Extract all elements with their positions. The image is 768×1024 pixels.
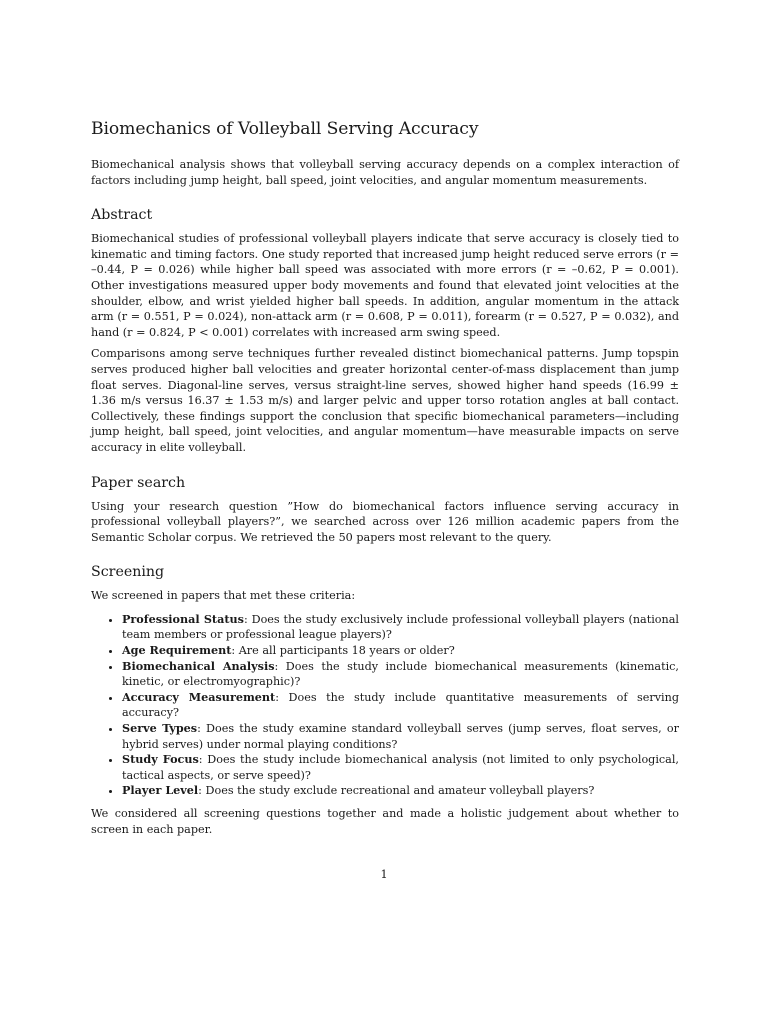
criterion-term: Player Level [122, 783, 199, 798]
criterion-item [122, 783, 679, 799]
abstract-paragraph-1: Biomechanical studies of professional volleyball players indicate that serve accuracy is closely tied to kinematic and timing factors. One study reported that increased jump height reduced serve errors (r = –0.44, P = 0.026) while higher ball speed was associated with more errors (r = –0.62, P = 0.001). Other investigations measured upper body movements and found that elevated joint velocities at the shoulder, elbow, and wrist yielded higher ball speeds. In addition, angular momentum in the attack arm (r = 0.551, P = 0.024), non-attack arm (r = 0.608, P = 0.011), forearm (r = 0.527, P = 0.032), and hand (r = 0.824, P < 0.001) correlates with increased arm swing speed. [91, 232, 679, 339]
paper-title: Biomechanics of Volleyball Serving Accuracy [91, 119, 479, 139]
criterion-item [122, 752, 679, 783]
criterion-item [122, 612, 679, 643]
page-number: 1 [380, 868, 388, 881]
criterion-item [122, 721, 679, 752]
screening-criteria-list [91, 612, 679, 799]
criterion-term: Serve Types [122, 721, 198, 736]
screening-conclusion: We considered all screening questions together and made a holistic judgement about whether to screen in each paper. [91, 807, 679, 836]
criterion-term: Study Focus [122, 752, 199, 767]
criterion-item [122, 643, 679, 659]
criterion-term: Professional Status [122, 611, 244, 626]
criterion-text: : Does the study exclude recreational and amateur volleyball players? [198, 784, 595, 798]
criterion-term: Biomechanical Analysis [122, 658, 275, 673]
criterion-term: Age Requirement [122, 643, 232, 658]
intro-paragraph: Biomechanical analysis shows that volleyball serving accuracy depends on a complex interaction of factors including jump height, ball speed, joint velocities, and angular momentum measurements. [91, 158, 679, 187]
screening-intro: We screened in papers that met these criteria: [91, 589, 356, 603]
criterion-term: Accuracy Measurement [122, 689, 276, 704]
screening-heading: Screening [91, 564, 165, 581]
abstract-heading: Abstract [91, 207, 153, 224]
criterion-text: : Does the study include biomechanical measurements (kinematic, kinetic, or electromyographic)? [122, 659, 679, 689]
criterion-text: : Does the study examine standard volleyball serves (jump serves, float serves, or hybrid serves) under normal playing conditions? [122, 722, 679, 751]
criterion-text: : Are all participants 18 years or older? [231, 644, 455, 658]
paper-search-heading: Paper search [91, 474, 186, 491]
criterion-text: : Does the study include biomechanical analysis (not limited to only psychological, tactical aspects, or serve speed)? [122, 753, 679, 782]
abstract-paragraph-2: Comparisons among serve techniques further revealed distinct biomechanical patterns. Jump topspin serves produced higher ball velocities and greater horizontal center-of-mass displacement than jump float serves. Diagonal-line serves, versus straight-line serves, showed higher hand speeds (16.99 ± 1.36 m/s versus 16.37 ± 1.53 m/s) and larger pelvic and upper torso rotation angles at ball contact. Collectively, these findings support the conclusion that specific biomechanical parameters—including jump height, ball speed, joint velocities, and angular momentum—have measurable impacts on serve accuracy in elite volleyball. [91, 347, 679, 454]
paper-search-paragraph: Using your research question ”How do biomechanical factors influence serving accuracy in professional volleyball players?”, we searched across over 126 million academic papers from the Semantic Scholar corpus. We retrieved the 50 papers most relevant to the query. [91, 499, 679, 544]
criterion-text: : Does the study exclusively include professional volleyball players (national team members or professional league players)? [122, 612, 679, 642]
criterion-item [122, 659, 679, 690]
criterion-item [122, 690, 679, 721]
criterion-text: : Does the study include quantitative measurements of serving accuracy? [122, 690, 679, 720]
